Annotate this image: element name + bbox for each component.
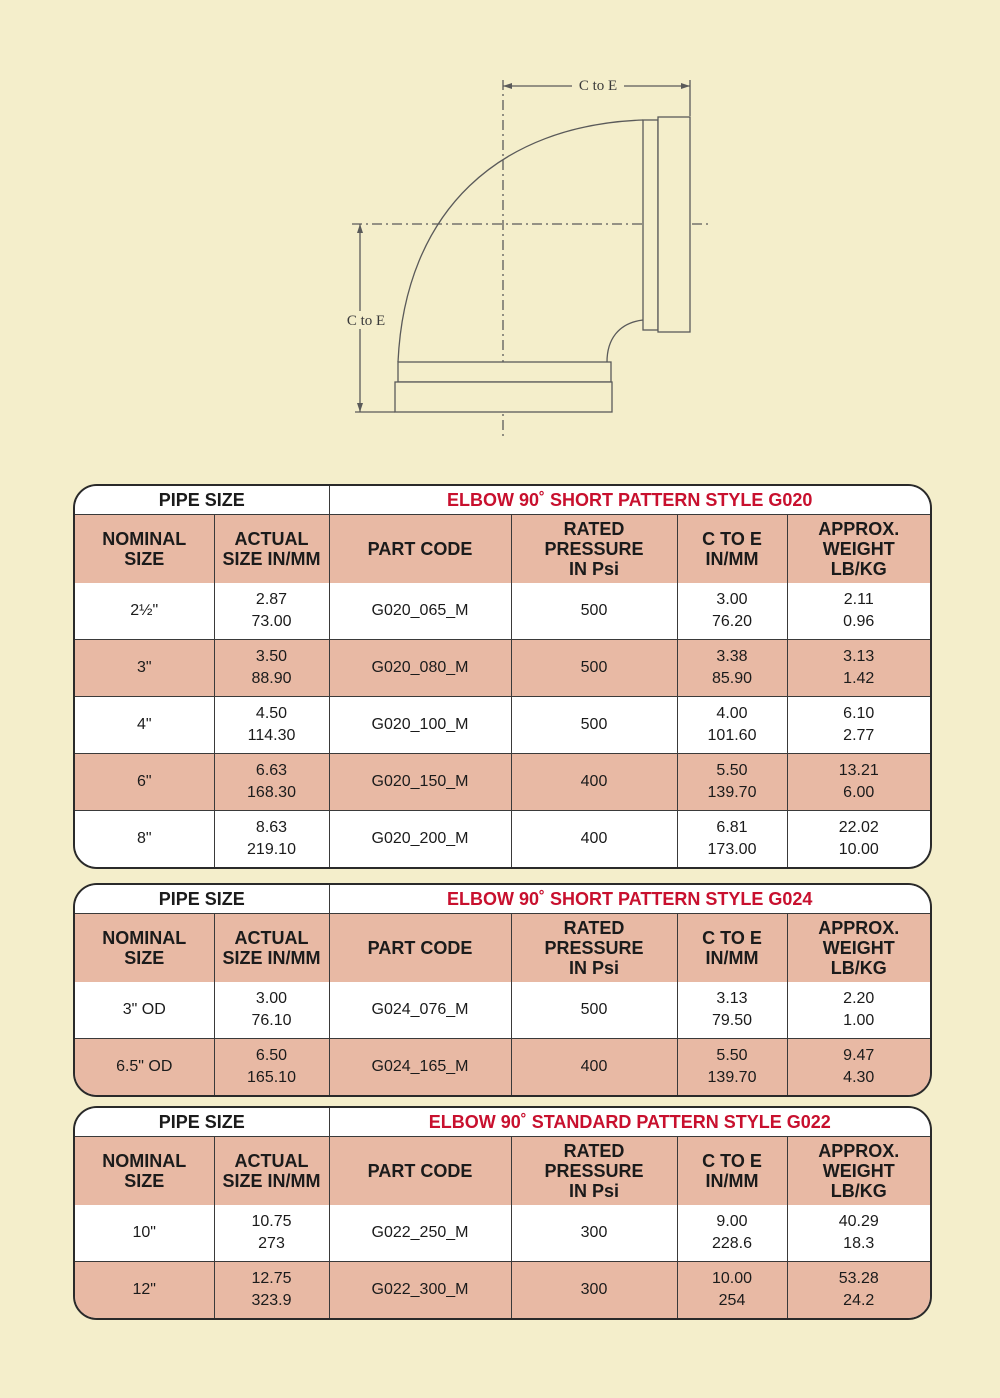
actual-size-cell: [214, 1262, 329, 1319]
c-to-e-cell-mm: 85.90: [711, 670, 753, 687]
c-to-e-cell-in: 3.13: [716, 990, 748, 1007]
approx-weight-cell-mm: 2.77: [843, 727, 875, 744]
approx-weight-cell-in: 2.20: [843, 990, 875, 1007]
c-to-e-cell-in: 4.00: [716, 705, 748, 722]
c-to-e-cell: [677, 640, 787, 697]
c-to-e-cell: [677, 982, 787, 1039]
approx-weight-cell-in: 9.47: [843, 1047, 875, 1064]
approx-weight-cell: [787, 1039, 930, 1096]
dim-label-top: C to E: [578, 78, 618, 94]
actual-size-cell-mm: 168.30: [247, 784, 296, 801]
rated-pressure-cell: 500: [511, 640, 677, 697]
c-to-e-cell-mm: 254: [718, 1292, 746, 1309]
table-row: [75, 811, 930, 868]
header-c-to-e: C TO E IN/MM: [677, 914, 787, 983]
actual-size-cell-mm: 219.10: [247, 841, 296, 858]
c-to-e-cell: [677, 1039, 787, 1096]
rated-pressure-cell: 400: [511, 1039, 677, 1096]
c-to-e-cell-in: 9.00: [716, 1213, 748, 1230]
actual-size-cell: [214, 697, 329, 754]
actual-size-cell-in: 6.63: [255, 762, 288, 779]
header-nominal-size: NOMINAL SIZE: [75, 1137, 214, 1206]
spec-table-g022: [73, 1106, 932, 1320]
spec-table-g020: [73, 484, 932, 869]
table-row: [75, 754, 930, 811]
actual-size-cell: [214, 811, 329, 868]
c-to-e-cell-mm: 139.70: [707, 784, 757, 801]
c-to-e-cell: [677, 697, 787, 754]
pipe-size-label: PIPE SIZE: [75, 1108, 329, 1137]
nominal-size-cell: 12": [75, 1262, 214, 1319]
actual-size-cell-in: 6.50: [255, 1047, 288, 1064]
header-rated-pressure: RATED PRESSURE IN Psi: [511, 515, 677, 584]
actual-size-cell-mm: 273: [258, 1235, 285, 1252]
header-actual-size: ACTUAL SIZE IN/MM: [214, 914, 329, 983]
c-to-e-cell: [677, 1205, 787, 1262]
header-nominal-size: NOMINAL SIZE: [75, 515, 214, 584]
header-rated-pressure: RATED PRESSURE IN Psi: [511, 914, 677, 983]
approx-weight-cell-in: 22.02: [838, 819, 879, 836]
pipe-size-label: PIPE SIZE: [75, 885, 329, 914]
actual-size-cell-in: 10.75: [251, 1213, 292, 1230]
approx-weight-cell: [787, 1205, 930, 1262]
approx-weight-cell: [787, 697, 930, 754]
c-to-e-cell-mm: 101.60: [707, 727, 757, 744]
pipe-size-label: PIPE SIZE: [75, 486, 329, 515]
header-nominal-size: NOMINAL SIZE: [75, 914, 214, 983]
c-to-e-cell: [677, 1262, 787, 1319]
c-to-e-cell-mm: 76.20: [711, 613, 753, 630]
spec-table-g024: [73, 883, 932, 1097]
actual-size-cell-in: 3.50: [255, 648, 288, 665]
actual-size-cell: [214, 982, 329, 1039]
actual-size-cell: [214, 1039, 329, 1096]
table-title: ELBOW 90˚ SHORT PATTERN STYLE G020: [329, 486, 930, 515]
table-title: ELBOW 90˚ STANDARD PATTERN STYLE G022: [329, 1108, 930, 1137]
actual-size-cell-mm: 73.00: [251, 613, 292, 630]
part-code-cell: G024_076_M: [329, 982, 511, 1039]
actual-size-cell-mm: 76.10: [251, 1012, 292, 1029]
part-code-cell: G020_080_M: [329, 640, 511, 697]
actual-size-cell-mm: 114.30: [247, 727, 296, 744]
rated-pressure-cell: 500: [511, 697, 677, 754]
actual-size-cell-in: 2.87: [255, 591, 288, 608]
c-to-e-cell: [677, 583, 787, 640]
c-to-e-cell: [677, 754, 787, 811]
rated-pressure-cell: 300: [511, 1262, 677, 1319]
c-to-e-cell-in: 5.50: [716, 1047, 748, 1064]
nominal-size-cell: 2½": [75, 583, 214, 640]
actual-size-cell: [214, 754, 329, 811]
approx-weight-cell-in: 40.29: [838, 1213, 879, 1230]
actual-size-cell: [214, 1205, 329, 1262]
approx-weight-cell: [787, 754, 930, 811]
approx-weight-cell: [787, 640, 930, 697]
part-code-cell: G020_200_M: [329, 811, 511, 868]
rated-pressure-cell: 400: [511, 811, 677, 868]
approx-weight-cell-in: 3.13: [843, 648, 875, 665]
approx-weight-cell-mm: 10.00: [838, 841, 879, 858]
rated-pressure-cell: 400: [511, 754, 677, 811]
nominal-size-cell: 8": [75, 811, 214, 868]
approx-weight-cell-mm: 6.00: [843, 784, 875, 801]
nominal-size-cell: 3": [75, 640, 214, 697]
header-part-code: PART CODE: [329, 914, 511, 983]
nominal-size-cell: 3" OD: [75, 982, 214, 1039]
actual-size-cell-in: 4.50: [255, 705, 288, 722]
nominal-size-cell: 4": [75, 697, 214, 754]
approx-weight-cell-mm: 24.2: [843, 1292, 875, 1309]
nominal-size-cell: 6.5" OD: [75, 1039, 214, 1096]
header-c-to-e: C TO E IN/MM: [677, 515, 787, 584]
approx-weight-cell-in: 2.11: [843, 591, 874, 608]
c-to-e-cell-mm: 228.6: [711, 1235, 753, 1252]
approx-weight-cell-mm: 0.96: [843, 613, 875, 630]
actual-size-cell-mm: 323.9: [251, 1292, 292, 1309]
approx-weight-cell: [787, 811, 930, 868]
part-code-cell: G020_150_M: [329, 754, 511, 811]
approx-weight-cell: [787, 583, 930, 640]
actual-size-cell-in: 8.63: [255, 819, 288, 836]
table-row: [75, 640, 930, 697]
header-approx-weight: APPROX. WEIGHT LB/KG: [787, 515, 930, 584]
part-code-cell: G022_250_M: [329, 1205, 511, 1262]
c-to-e-cell-in: 6.81: [716, 819, 748, 836]
actual-size-cell: [214, 583, 329, 640]
actual-size-cell-mm: 165.10: [247, 1069, 296, 1086]
actual-size-cell: [214, 640, 329, 697]
c-to-e-cell-mm: 79.50: [711, 1012, 753, 1029]
part-code-cell: G022_300_M: [329, 1262, 511, 1319]
c-to-e-cell-mm: 139.70: [707, 1069, 757, 1086]
nominal-size-cell: 6": [75, 754, 214, 811]
header-part-code: PART CODE: [329, 515, 511, 584]
header-rated-pressure: RATED PRESSURE IN Psi: [511, 1137, 677, 1206]
c-to-e-cell-in: 3.00: [716, 591, 748, 608]
rated-pressure-cell: 500: [511, 982, 677, 1039]
header-actual-size: ACTUAL SIZE IN/MM: [214, 1137, 329, 1206]
actual-size-cell-mm: 88.90: [251, 670, 292, 687]
approx-weight-cell-mm: 1.42: [843, 670, 875, 687]
actual-size-cell-in: 12.75: [251, 1270, 292, 1287]
header-part-code: PART CODE: [329, 1137, 511, 1206]
table-row: [75, 1039, 930, 1096]
rated-pressure-cell: 500: [511, 583, 677, 640]
c-to-e-cell-in: 3.38: [716, 648, 748, 665]
approx-weight-cell-in: 6.10: [843, 705, 875, 722]
approx-weight-cell-in: 53.28: [838, 1270, 879, 1287]
part-code-cell: G020_100_M: [329, 697, 511, 754]
table-row: [75, 697, 930, 754]
actual-size-cell-in: 3.00: [255, 990, 288, 1007]
c-to-e-cell-in: 5.50: [716, 762, 748, 779]
table-title: ELBOW 90˚ SHORT PATTERN STYLE G024: [329, 885, 930, 914]
rated-pressure-cell: 300: [511, 1205, 677, 1262]
approx-weight-cell: [787, 1262, 930, 1319]
elbow-diagram: [0, 0, 1000, 460]
header-approx-weight: APPROX. WEIGHT LB/KG: [787, 1137, 930, 1206]
approx-weight-cell: [787, 982, 930, 1039]
approx-weight-cell-mm: 1.00: [843, 1012, 875, 1029]
approx-weight-cell-in: 13.21: [838, 762, 879, 779]
c-to-e-cell-in: 10.00: [711, 1270, 753, 1287]
part-code-cell: G020_065_M: [329, 583, 511, 640]
part-code-cell: G024_165_M: [329, 1039, 511, 1096]
header-approx-weight: APPROX. WEIGHT LB/KG: [787, 914, 930, 983]
table-row: [75, 982, 930, 1039]
header-c-to-e: C TO E IN/MM: [677, 1137, 787, 1206]
c-to-e-cell: [677, 811, 787, 868]
nominal-size-cell: 10": [75, 1205, 214, 1262]
dim-label-left: C to E: [346, 313, 386, 329]
approx-weight-cell-mm: 4.30: [843, 1069, 875, 1086]
c-to-e-cell-mm: 173.00: [707, 841, 757, 858]
approx-weight-cell-mm: 18.3: [843, 1235, 875, 1252]
table-row: [75, 583, 930, 640]
header-actual-size: ACTUAL SIZE IN/MM: [214, 515, 329, 584]
table-row: [75, 1205, 930, 1262]
table-row: [75, 1262, 930, 1319]
